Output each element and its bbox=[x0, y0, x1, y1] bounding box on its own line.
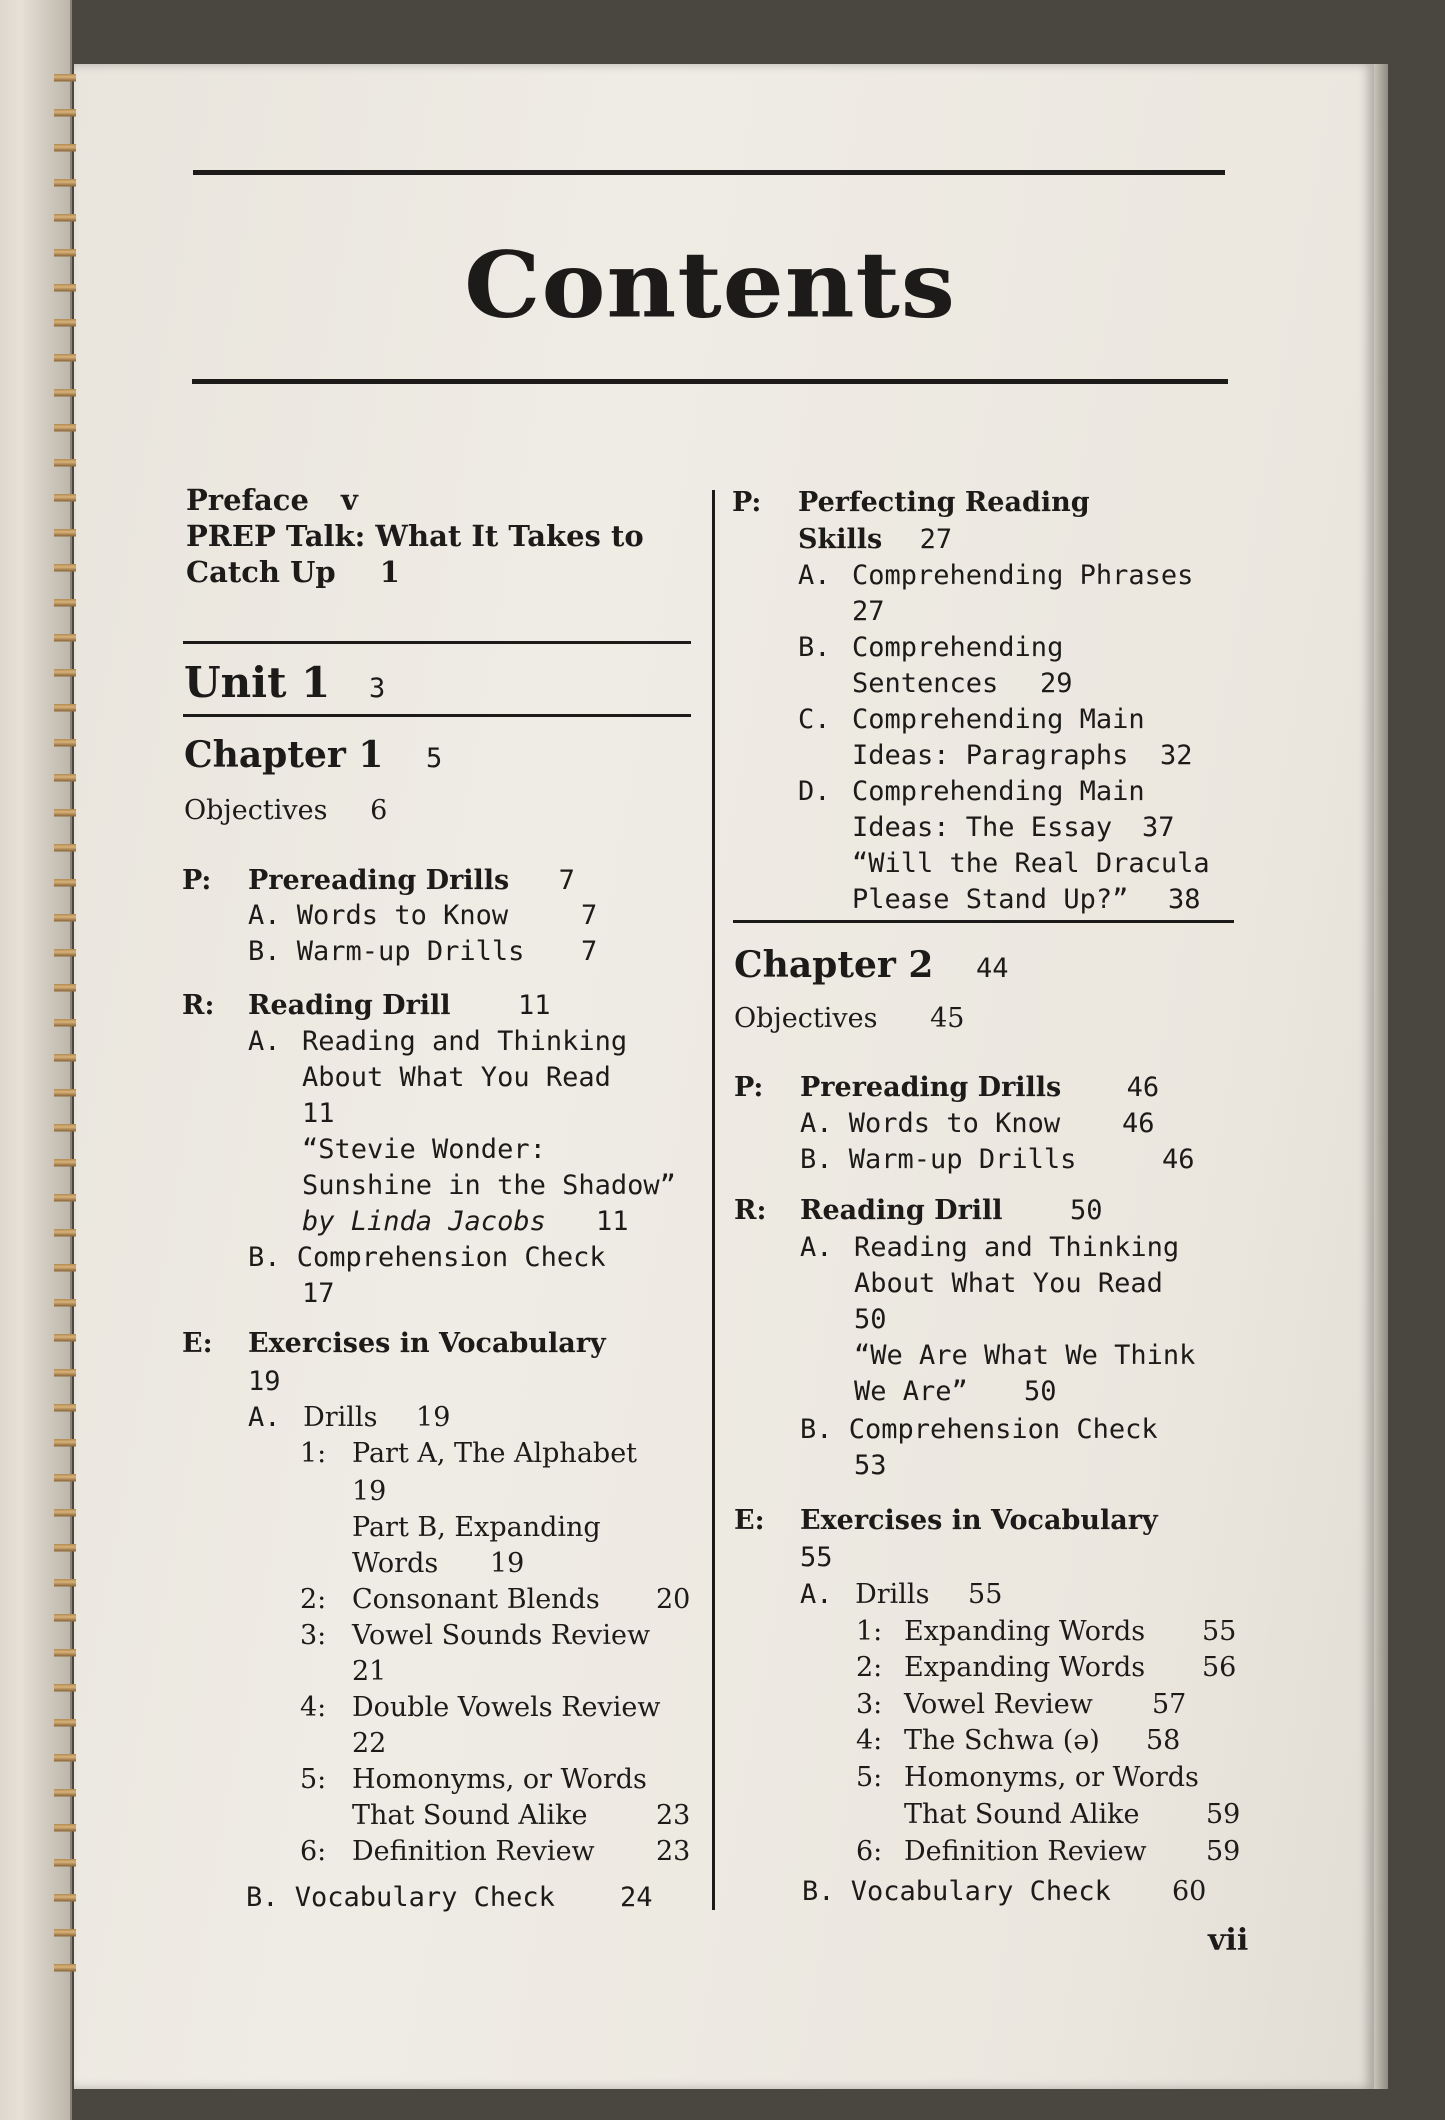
chapter-label: Chapter 1 bbox=[184, 734, 384, 776]
story-title[interactable]: We Are” bbox=[854, 1376, 968, 1407]
page-ref: 50 bbox=[1024, 1376, 1057, 1407]
item-letter: A. bbox=[248, 1026, 281, 1057]
page-ref: 57 bbox=[1152, 1689, 1187, 1720]
essay-title[interactable]: Please Stand Up?” bbox=[852, 884, 1129, 915]
page-ref: 24 bbox=[620, 1882, 653, 1913]
unit-bottom-rule bbox=[183, 714, 691, 717]
page-ref: 59 bbox=[1206, 1836, 1241, 1867]
title-bottom-rule bbox=[192, 379, 1228, 384]
objectives-entry[interactable] bbox=[184, 793, 387, 829]
drill-num: 3: bbox=[856, 1689, 883, 1720]
item-letter: A. bbox=[248, 900, 281, 931]
drill-num: 4: bbox=[856, 1725, 883, 1756]
page-stack-edge bbox=[1374, 64, 1388, 2089]
section-label: Exercises in Vocabulary bbox=[800, 1505, 1158, 1536]
item-letter: A. bbox=[800, 1579, 833, 1610]
page-ref: 44 bbox=[975, 953, 1009, 984]
item-text[interactable]: Comprehending Main bbox=[852, 776, 1145, 807]
drill-num: 3: bbox=[300, 1620, 327, 1651]
story-title[interactable]: Sunshine in the Shadow” bbox=[302, 1170, 676, 1201]
prereading-drills-heading[interactable] bbox=[182, 863, 575, 899]
drill-item[interactable]: Expanding Words bbox=[904, 1616, 1146, 1647]
entry-label: Catch Up bbox=[186, 555, 336, 589]
drill-item[interactable]: Vowel Sounds Review bbox=[352, 1620, 651, 1651]
drill-item[interactable]: Homonyms, or Words bbox=[352, 1764, 647, 1795]
essay-title[interactable]: “Will the Real Dracula bbox=[852, 848, 1210, 879]
section-letter: P: bbox=[732, 487, 762, 518]
title-top-rule bbox=[193, 170, 1225, 175]
drill-num: 2: bbox=[856, 1652, 883, 1683]
section-letter: R: bbox=[734, 1195, 767, 1226]
page-ref: 38 bbox=[1168, 884, 1201, 915]
drill-item[interactable]: Consonant Blends bbox=[352, 1584, 600, 1615]
item-letter: A. bbox=[800, 1108, 833, 1139]
chapter-1-heading[interactable] bbox=[184, 733, 442, 781]
drill-item[interactable]: Part A, The Alphabet bbox=[352, 1438, 638, 1469]
page-ref: 45 bbox=[930, 1003, 965, 1034]
page-ref: 6 bbox=[370, 795, 388, 826]
item-text: Drills bbox=[855, 1579, 930, 1610]
toc-item[interactable] bbox=[246, 1880, 555, 1916]
item-text[interactable]: Reading and Thinking bbox=[854, 1232, 1180, 1263]
toc-item[interactable] bbox=[802, 1874, 1111, 1910]
section-letter: E: bbox=[182, 1328, 213, 1359]
section-letter: E: bbox=[734, 1505, 765, 1536]
toc-item[interactable] bbox=[800, 1412, 1158, 1448]
item-text[interactable]: Ideas: Paragraphs bbox=[852, 740, 1129, 771]
drill-num: 6: bbox=[856, 1836, 883, 1867]
page-ref: 32 bbox=[1160, 740, 1193, 771]
page-ref: v bbox=[341, 483, 358, 517]
section-label: Prereading Drills bbox=[800, 1072, 1062, 1103]
item-text: Comprehension Check bbox=[848, 1414, 1158, 1445]
prereading-drills-heading[interactable] bbox=[734, 1070, 1159, 1106]
page-ref: 60 bbox=[1172, 1876, 1207, 1907]
item-letter: B. bbox=[800, 1414, 833, 1445]
preface-entry[interactable] bbox=[186, 482, 358, 518]
page-ref: 19 bbox=[490, 1548, 525, 1579]
section-letter: R: bbox=[182, 990, 215, 1021]
chapter-label: Chapter 2 bbox=[734, 944, 934, 986]
section-label: Skills bbox=[798, 524, 883, 555]
page-ref: 7 bbox=[581, 936, 598, 967]
item-text: Vocabulary Check bbox=[850, 1876, 1111, 1907]
item-text: Comprehension Check bbox=[296, 1242, 606, 1273]
byline: by Linda Jacobs bbox=[302, 1206, 546, 1237]
entry-label: Objectives bbox=[734, 1003, 878, 1034]
page-ref: 1 bbox=[379, 555, 400, 589]
section-label: Reading Drill bbox=[248, 990, 451, 1021]
perfecting-reading-heading-cont bbox=[798, 522, 952, 558]
drills-entry[interactable] bbox=[800, 1577, 1002, 1613]
toc-item[interactable] bbox=[248, 898, 508, 934]
page-ref: 46 bbox=[1122, 1108, 1155, 1139]
reading-drill-heading[interactable] bbox=[182, 988, 551, 1024]
prep-talk-entry[interactable] bbox=[186, 518, 644, 554]
page-ref: 20 bbox=[656, 1584, 691, 1615]
page-ref: 19 bbox=[416, 1402, 451, 1433]
drill-item[interactable]: Vowel Review bbox=[904, 1689, 1093, 1720]
drill-item[interactable]: Words bbox=[352, 1548, 439, 1579]
page-ref: 56 bbox=[1202, 1652, 1237, 1683]
item-text[interactable]: Comprehending Main bbox=[852, 704, 1145, 735]
item-letter: A. bbox=[248, 1402, 281, 1433]
drill-num: 4: bbox=[300, 1692, 327, 1723]
drill-num: 5: bbox=[856, 1762, 883, 1793]
page-ref: 11 bbox=[596, 1206, 629, 1237]
drill-item[interactable]: Definition Review bbox=[904, 1836, 1147, 1867]
entry-label: Objectives bbox=[184, 795, 328, 826]
drill-item[interactable]: Homonyms, or Words bbox=[904, 1762, 1199, 1793]
section-label: Reading Drill bbox=[800, 1195, 1003, 1226]
page-ref: 55 bbox=[968, 1579, 1003, 1610]
page-ref: 23 bbox=[656, 1800, 691, 1831]
item-text[interactable]: Comprehending bbox=[852, 632, 1064, 663]
item-text: Warm-up Drills bbox=[296, 936, 525, 967]
page-ref: 11 bbox=[302, 1098, 335, 1129]
drill-item[interactable]: Double Vowels Review bbox=[352, 1692, 661, 1723]
drill-num: 1: bbox=[856, 1616, 883, 1647]
spiral-binding bbox=[54, 60, 76, 1990]
drill-num: 1: bbox=[300, 1438, 327, 1469]
drill-item[interactable]: That Sound Alike bbox=[352, 1800, 588, 1831]
page-ref: 37 bbox=[1142, 812, 1175, 843]
item-letter: B. bbox=[800, 1144, 833, 1175]
drills-entry[interactable] bbox=[248, 1400, 450, 1436]
chapter-2-top-rule bbox=[733, 920, 1234, 923]
item-text[interactable]: Comprehending Phrases bbox=[852, 560, 1194, 591]
page-ref: 7 bbox=[581, 900, 598, 931]
item-text[interactable]: Ideas: The Essay bbox=[852, 812, 1113, 843]
page-ref: 7 bbox=[558, 865, 575, 896]
column-divider bbox=[712, 490, 715, 1910]
item-letter: A. bbox=[798, 560, 831, 591]
exercises-vocabulary-heading[interactable] bbox=[182, 1326, 606, 1362]
page-title: Contents bbox=[464, 230, 956, 339]
perfecting-reading-heading[interactable] bbox=[732, 485, 1090, 521]
section-letter: P: bbox=[734, 1072, 764, 1103]
item-letter: C. bbox=[798, 704, 831, 735]
page-ref: 46 bbox=[1162, 1144, 1195, 1175]
drill-item[interactable]: Definition Review bbox=[352, 1836, 595, 1867]
page-ref: 21 bbox=[352, 1656, 387, 1687]
page-ref: 11 bbox=[517, 990, 551, 1021]
unit-label: Unit 1 bbox=[184, 658, 331, 707]
page-ref: 5 bbox=[425, 743, 443, 774]
item-text[interactable]: Sentences bbox=[852, 668, 999, 699]
page-ref: 46 bbox=[1126, 1072, 1160, 1103]
chapter-2-heading[interactable] bbox=[734, 943, 1008, 991]
item-text: Warm-up Drills bbox=[848, 1144, 1077, 1175]
section-label: Exercises in Vocabulary bbox=[248, 1328, 606, 1359]
unit-top-rule bbox=[183, 641, 691, 644]
drill-num: 2: bbox=[300, 1584, 327, 1615]
page-ref: 27 bbox=[919, 524, 953, 555]
item-text: Drills bbox=[303, 1402, 378, 1433]
page-ref: 22 bbox=[352, 1728, 387, 1759]
item-letter: B. bbox=[248, 936, 281, 967]
drill-item[interactable]: That Sound Alike bbox=[904, 1799, 1140, 1830]
prep-talk-entry-cont bbox=[186, 554, 400, 590]
page-ref: 53 bbox=[854, 1450, 887, 1481]
item-text: Vocabulary Check bbox=[294, 1882, 555, 1913]
page-number: vii bbox=[1208, 1923, 1249, 1958]
item-letter: B. bbox=[248, 1242, 281, 1273]
page-ref: 50 bbox=[854, 1304, 887, 1335]
toc-item[interactable] bbox=[248, 934, 524, 970]
page-ref: 29 bbox=[1040, 668, 1073, 699]
exercises-vocabulary-heading[interactable] bbox=[734, 1503, 1158, 1539]
item-text[interactable]: About What You Read bbox=[854, 1268, 1163, 1299]
drill-item[interactable]: The Schwa (ə) bbox=[904, 1725, 1100, 1756]
item-letter: B. bbox=[798, 632, 831, 663]
page-ref: 50 bbox=[1069, 1195, 1103, 1226]
story-title[interactable]: “We Are What We Think bbox=[854, 1340, 1196, 1371]
page-ref: 55 bbox=[800, 1542, 833, 1573]
section-letter: P: bbox=[182, 865, 212, 896]
page-ref: 19 bbox=[248, 1366, 281, 1397]
page-ref: 3 bbox=[369, 673, 386, 704]
item-letter: B. bbox=[802, 1876, 835, 1907]
page-ref: 58 bbox=[1146, 1725, 1181, 1756]
page-ref: 17 bbox=[302, 1278, 335, 1309]
item-letter: D. bbox=[798, 776, 831, 807]
unit-heading[interactable] bbox=[184, 655, 385, 717]
drill-item[interactable]: Part B, Expanding bbox=[352, 1512, 601, 1543]
page-ref: 27 bbox=[852, 596, 885, 627]
drill-item[interactable]: Expanding Words bbox=[904, 1652, 1146, 1683]
entry-label: Preface bbox=[186, 483, 309, 517]
page-ref: 23 bbox=[656, 1836, 691, 1867]
toc-item[interactable] bbox=[248, 1240, 606, 1276]
item-text[interactable]: Reading and Thinking bbox=[302, 1026, 628, 1057]
page-ref: 55 bbox=[1202, 1616, 1237, 1647]
entry-label: PREP Talk: What It Takes to bbox=[186, 519, 644, 553]
toc-item[interactable] bbox=[800, 1106, 1060, 1142]
section-label: Prereading Drills bbox=[248, 865, 510, 896]
objectives-entry[interactable] bbox=[734, 1001, 964, 1037]
drill-num: 6: bbox=[300, 1836, 327, 1867]
item-text: Words to Know bbox=[296, 900, 509, 931]
toc-item[interactable] bbox=[800, 1142, 1076, 1178]
item-letter: A. bbox=[800, 1232, 833, 1263]
page-ref: 19 bbox=[352, 1476, 387, 1507]
drill-num: 5: bbox=[300, 1764, 327, 1795]
reading-drill-heading[interactable] bbox=[734, 1193, 1103, 1229]
section-label: Perfecting Reading bbox=[798, 487, 1090, 518]
story-title[interactable]: “Stevie Wonder: bbox=[302, 1134, 546, 1165]
item-letter: B. bbox=[246, 1882, 279, 1913]
item-text: Words to Know bbox=[848, 1108, 1061, 1139]
item-text[interactable]: About What You Read bbox=[302, 1062, 611, 1093]
page-ref: 59 bbox=[1206, 1799, 1241, 1830]
